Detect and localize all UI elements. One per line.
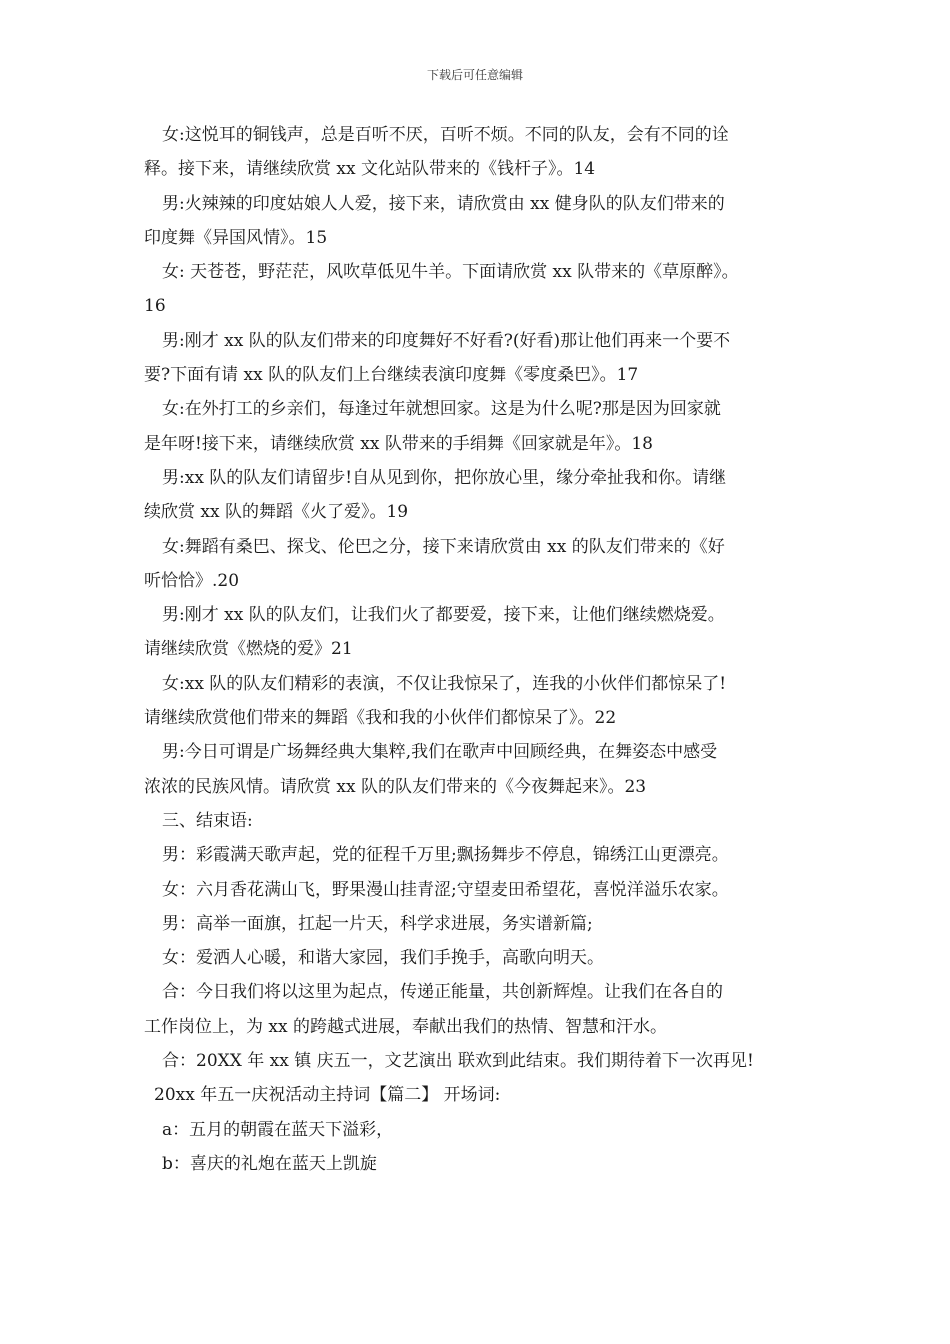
text-line: 男:火辣辣的印度姑娘人人爱，接下来，请欣赏由 xx 健身队的队友们带来的 bbox=[162, 193, 725, 214]
text-line: 工作岗位上，为 xx 的跨越式进展，奉献出我们的热情、智慧和汗水。 bbox=[144, 1016, 667, 1037]
document-body bbox=[144, 118, 824, 1181]
text-line: b：喜庆的礼炮在蓝天上凯旋 bbox=[162, 1153, 377, 1174]
text-line: 女: 天苍苍，野茫茫，风吹草低见牛羊。下面请欣赏 xx 队带来的《草原醉》。 bbox=[162, 262, 739, 283]
text-line: 男:今日可谓是广场舞经典大集粹,我们在歌声中回顾经典，在舞姿态中感受 bbox=[162, 742, 718, 763]
text-line: 要?下面有请 xx 队的队友们上台继续表演印度舞《零度桑巴》。17 bbox=[144, 365, 639, 386]
text-line: 合：20XX 年 xx 镇 庆五一，文艺演出 联欢到此结束。我们期待着下一次再见! bbox=[162, 1051, 754, 1072]
text-line: 女：六月香花满山飞，野果漫山挂青涩;守望麦田希望花，喜悦洋溢乐农家。 bbox=[162, 879, 729, 900]
text-line: 女:xx 队的队友们精彩的表演，不仅让我惊呆了，连我的小伙伴们都惊呆了! bbox=[162, 673, 727, 694]
text-line: a：五月的朝霞在蓝天下溢彩， bbox=[162, 1119, 394, 1140]
text-line: 男：高举一面旗，扛起一片天，科学求进展，务实谱新篇; bbox=[162, 913, 593, 934]
text-line: 请继续欣赏他们带来的舞蹈《我和我的小伙伴们都惊呆了》。22 bbox=[144, 708, 617, 729]
text-line: 印度舞《异国风情》。15 bbox=[144, 227, 328, 248]
text-line: 三、结束语: bbox=[162, 810, 253, 831]
text-line: 是年呀!接下来，请继续欣赏 xx 队带来的手绢舞《回家就是年》。18 bbox=[144, 433, 653, 454]
text-line: 女：爱洒人心暖，和谐大家园，我们手挽手，高歌向明天。 bbox=[162, 948, 604, 969]
page-header: 下载后可任意编辑 bbox=[426, 68, 523, 82]
text-line: 男:刚才 xx 队的队友们，让我们火了都要爱，接下来，让他们继续燃烧爱。 bbox=[162, 605, 725, 626]
text-line: 男：彩霞满天歌声起，党的征程千万里;飘扬舞步不停息，锦绣江山更漂亮。 bbox=[162, 845, 729, 866]
text-line: 女:这悦耳的铜钱声，总是百听不厌，百听不烦。不同的队友，会有不同的诠 bbox=[162, 125, 729, 145]
text-line: 男:xx 队的队友们请留步!自从见到你，把你放心里，缘分牵扯我和你。请继 bbox=[162, 467, 727, 488]
text-line: 释。接下来，请继续欣赏 xx 文化站队带来的《钱杆子》。14 bbox=[144, 159, 596, 180]
text-line: 20xx 年五一庆祝活动主持词【篇二】 开场词: bbox=[154, 1085, 501, 1106]
text-line: 浓浓的民族风情。请欣赏 xx 队的队友们带来的《今夜舞起来》。23 bbox=[144, 776, 647, 797]
text-line: 合：今日我们将以这里为起点，传递正能量，共创新辉煌。让我们在各自的 bbox=[162, 982, 723, 1003]
text-line: 男:刚才 xx 队的队友们带来的印度舞好不好看?(好看)那让他们再来一个要不 bbox=[162, 330, 731, 351]
text-line: 请继续欣赏《燃烧的爱》21 bbox=[144, 639, 353, 660]
text-line: 16 bbox=[144, 296, 166, 317]
text-line: 女:舞蹈有桑巴、探戈、伦巴之分，接下来请欣赏由 xx 的队友们带来的《好 bbox=[162, 536, 725, 557]
text-line: 续欣赏 xx 队的舞蹈《火了爱》。19 bbox=[144, 502, 409, 523]
text-line: 听恰恰》.20 bbox=[144, 570, 240, 591]
text-line: 女:在外打工的乡亲们，每逢过年就想回家。这是为什么呢?那是因为回家就 bbox=[162, 399, 721, 420]
